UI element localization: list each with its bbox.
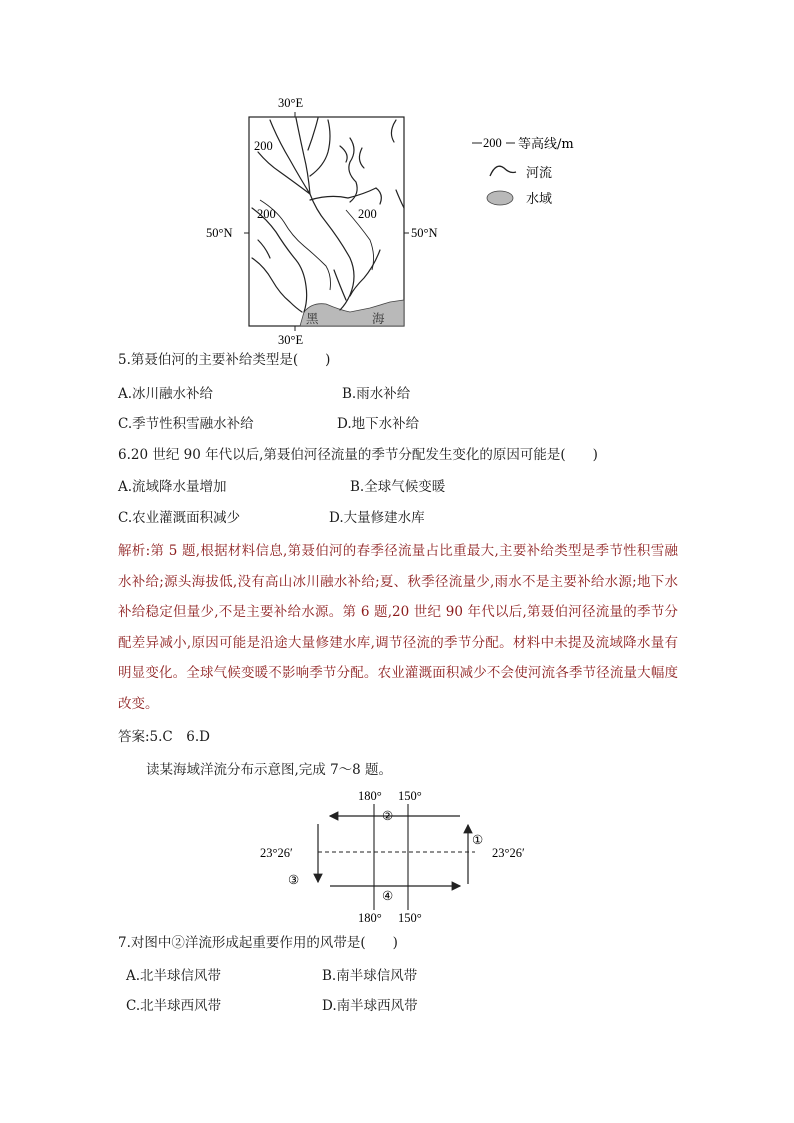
lat-left-label: 23°26′ xyxy=(260,846,293,860)
legend-water-label: 水域 xyxy=(526,192,553,207)
current-2-label: ② xyxy=(382,809,394,823)
ocean-current-figure xyxy=(250,782,550,927)
legend-river-label: 河流 xyxy=(526,166,553,181)
explanation-text: 解析:第 5 题,根据材料信息,第聂伯河的春季径流量占比重最大,主要补给类型是季节性积雪融水补给;源头海拔低,没有高山冰川融水补给;夏、秋季径流量少,雨水不是主要补给水源;地下水补给稳定但量少,不是主要补给水源。第 6 题,20 世纪 90 年代以后,第聂伯河径流量的季节分配差异减小,原因可能是沿途大量修建水库,调节径流的季节分配。材料中未提及流域降水量有明显变化。全球气候变暖不影响季节分配。农业灌溉面积减少不会使河流各季节径流量大幅度改变。 xyxy=(118,543,678,712)
river-map xyxy=(200,90,600,350)
lon-bottom-label: 30°E xyxy=(278,333,304,347)
q6-option-b: B.全球气候变暖 xyxy=(350,479,446,495)
lat-right-label: 50°N xyxy=(411,226,438,240)
ocean-current-diagram xyxy=(250,782,550,927)
legend-river-icon xyxy=(490,166,516,176)
lon-150-bottom: 150° xyxy=(398,911,422,925)
q5-option-d: D.地下水补给 xyxy=(337,416,420,432)
legend-contour-label: 等高线/m xyxy=(518,137,574,152)
contour-label-2: 200 xyxy=(257,207,276,221)
lon-180-bottom: 180° xyxy=(358,911,382,925)
q7-option-d: D.南半球西风带 xyxy=(322,998,418,1014)
lat-left-label: 50°N xyxy=(206,226,233,240)
q6-option-d: D.大量修建水库 xyxy=(329,510,425,526)
sea-label-sea: 海 xyxy=(372,312,385,326)
legend-contour-value: 200 xyxy=(483,136,502,150)
intro-text: 读某海域洋流分布示意图,完成 7～8 题。 xyxy=(146,762,393,778)
lat-right-label: 23°26′ xyxy=(492,846,525,860)
current-1-label: ① xyxy=(472,833,484,847)
q7-option-c: C.北半球西风带 xyxy=(126,998,222,1014)
contour-label-3: 200 xyxy=(358,207,377,221)
q5-option-b: B.雨水补给 xyxy=(342,386,411,402)
q7-option-b: B.南半球信风带 xyxy=(322,968,418,984)
lon-top-label: 30°E xyxy=(278,96,304,110)
contour-label-1: 200 xyxy=(254,139,273,153)
q5-option-c: C.季节性积雪融水补给 xyxy=(118,416,254,432)
sea-label-black: 黑 xyxy=(306,312,319,326)
current-3-label: ③ xyxy=(288,873,300,887)
q6-stem: 6.20 世纪 90 年代以后,第聂伯河径流量的季节分配发生变化的原因可能是( ) xyxy=(118,447,598,463)
q7-option-a: A.北半球信风带 xyxy=(126,968,222,984)
answer-text: 答案:5.C 6.D xyxy=(118,729,210,745)
q6-option-a: A.流域降水量增加 xyxy=(118,479,227,495)
q5-stem: 5.第聂伯河的主要补给类型是( ) xyxy=(118,352,331,368)
lon-180-top: 180° xyxy=(358,789,382,803)
q5-option-a: A.冰川融水补给 xyxy=(118,386,214,402)
q6-option-c: C.农业灌溉面积减少 xyxy=(118,510,241,526)
current-4-label: ④ xyxy=(382,889,394,903)
legend-water-icon xyxy=(487,191,513,205)
river-map-figure xyxy=(200,90,600,350)
lon-150-top: 150° xyxy=(398,789,422,803)
q7-stem: 7.对图中②洋流形成起重要作用的风带是( ) xyxy=(118,935,398,951)
